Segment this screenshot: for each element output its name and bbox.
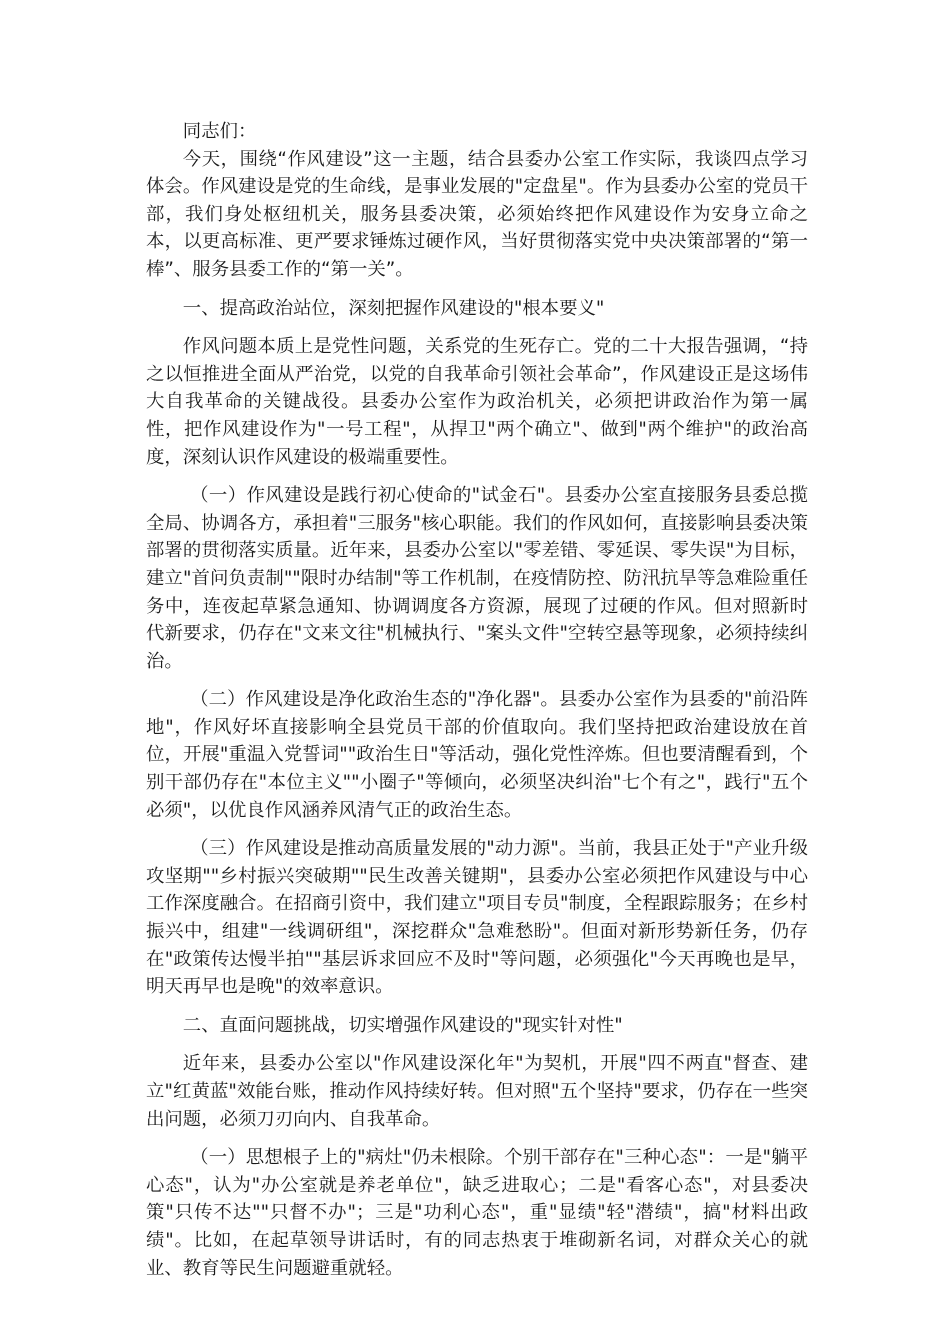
section-1-subsection-2: （二）作风建设是净化政治生态的"净化器"。县委办公室作为县委的"前沿阵地"，作风好坏直接影响全县党员干部的价值取向。我们坚持把政治建设放在首位，开展"重温入党誓词""政治生日"等活动，强化党性淬炼。但也要清醒看到，个别干部仍存在"本位主义""小圈子"等倾向，必须坚决纠治"七个有之"，践行"五个必须"，以优良作风涵养风清气正的政治生态。 — [146, 689, 808, 821]
greeting: 同志们： — [182, 121, 257, 142]
section-heading-2: 二、直面问题挑战，切实增强作风建设的"现实针对性" — [182, 1014, 623, 1036]
intro-paragraph: 今天，围绕“作风建设”这一主题，结合县委办公室工作实际，我谈四点学习体会。作风建设是党的生命线，是事业发展的"定盘星"。作为县委办公室的党员干部，我们身处枢纽机关，服务县委决策，必须始终把作风建设作为安身立命之本，以更高标准、更严要求锤炼过硬作风，当好贯彻落实党中央决策部署的“第一棒”、服务县委工作的“第一关”。 — [146, 148, 808, 280]
section-1-subsection-1: （一）作风建设是践行初心使命的"试金石"。县委办公室直接服务县委总揽全局、协调各方，承担着"三服务"核心职能。我们的作风如何，直接影响县委决策部署的贯彻落实质量。近年来，县委办公室以"零差错、零延误、零失误"为目标，建立"首问负责制""限时办结制"等工作机制，在疫情防控、防汛抗旱等急难险重任务中，连夜起草紧急通知、协调调度各方资源，展现了过硬的作风。但对照新时代新要求，仍存在"文来文往"机械执行、"案头文件"空转空悬等现象，必须持续纠治。 — [146, 485, 808, 672]
section-1-body: 作风问题本质上是党性问题，关系党的生死存亡。党的二十大报告强调，“持之以恒推进全面从严治党，以党的自我革命引领社会革命”，作风建设正是这场伟大自我革命的关键战役。县委办公室作为政治机关，必须把讲政治作为第一属性，把作风建设作为"一号工程"，从捍卫"两个确立"、做到"两个维护"的政治高度，深刻认识作风建设的极端重要性。 — [146, 336, 808, 468]
section-1-subsection-3: （三）作风建设是推动高质量发展的"动力源"。当前，我县正处于"产业升级攻坚期""乡村振兴突破期""民生改善关键期"，县委办公室必须把作风建设与中心工作深度融合。在招商引资中，我们建立"项目专员"制度，全程跟踪服务；在乡村振兴中，组建"一线调研组"，深挖群众"急难愁盼"。但面对新形势新任务，仍存在"政策传达慢半拍""基层诉求回应不及时"等问题，必须强化"今天再晚也是早，明天再早也是晚"的效率意识。 — [146, 838, 808, 998]
section-2-body: 近年来，县委办公室以"作风建设深化年"为契机，开展"四不两直"督查、建立"红黄蓝"效能台账，推动作风持续好转。但对照"五个坚持"要求，仍存在一些突出问题，必须刀刃向内、自我革命。 — [146, 1053, 808, 1130]
section-2-subsection-1: （一）思想根子上的"病灶"仍未根除。个别干部存在"三种心态"：一是"躺平心态"，认为"办公室就是养老单位"，缺乏进取心；二是"看客心态"，对县委决策"只传不达""只督不办"；三是"功利心态"，重"显绩"轻"潜绩"，搞"材料出政绩"。比如，在起草领导讲话时，有的同志热衷于堆砌新名词，对群众关心的就业、教育等民生问题避重就轻。 — [146, 1147, 808, 1279]
document-page — [146, 118, 808, 1293]
section-heading-1: 一、提高政治站位，深刻把握作风建设的"根本要义" — [182, 297, 605, 319]
